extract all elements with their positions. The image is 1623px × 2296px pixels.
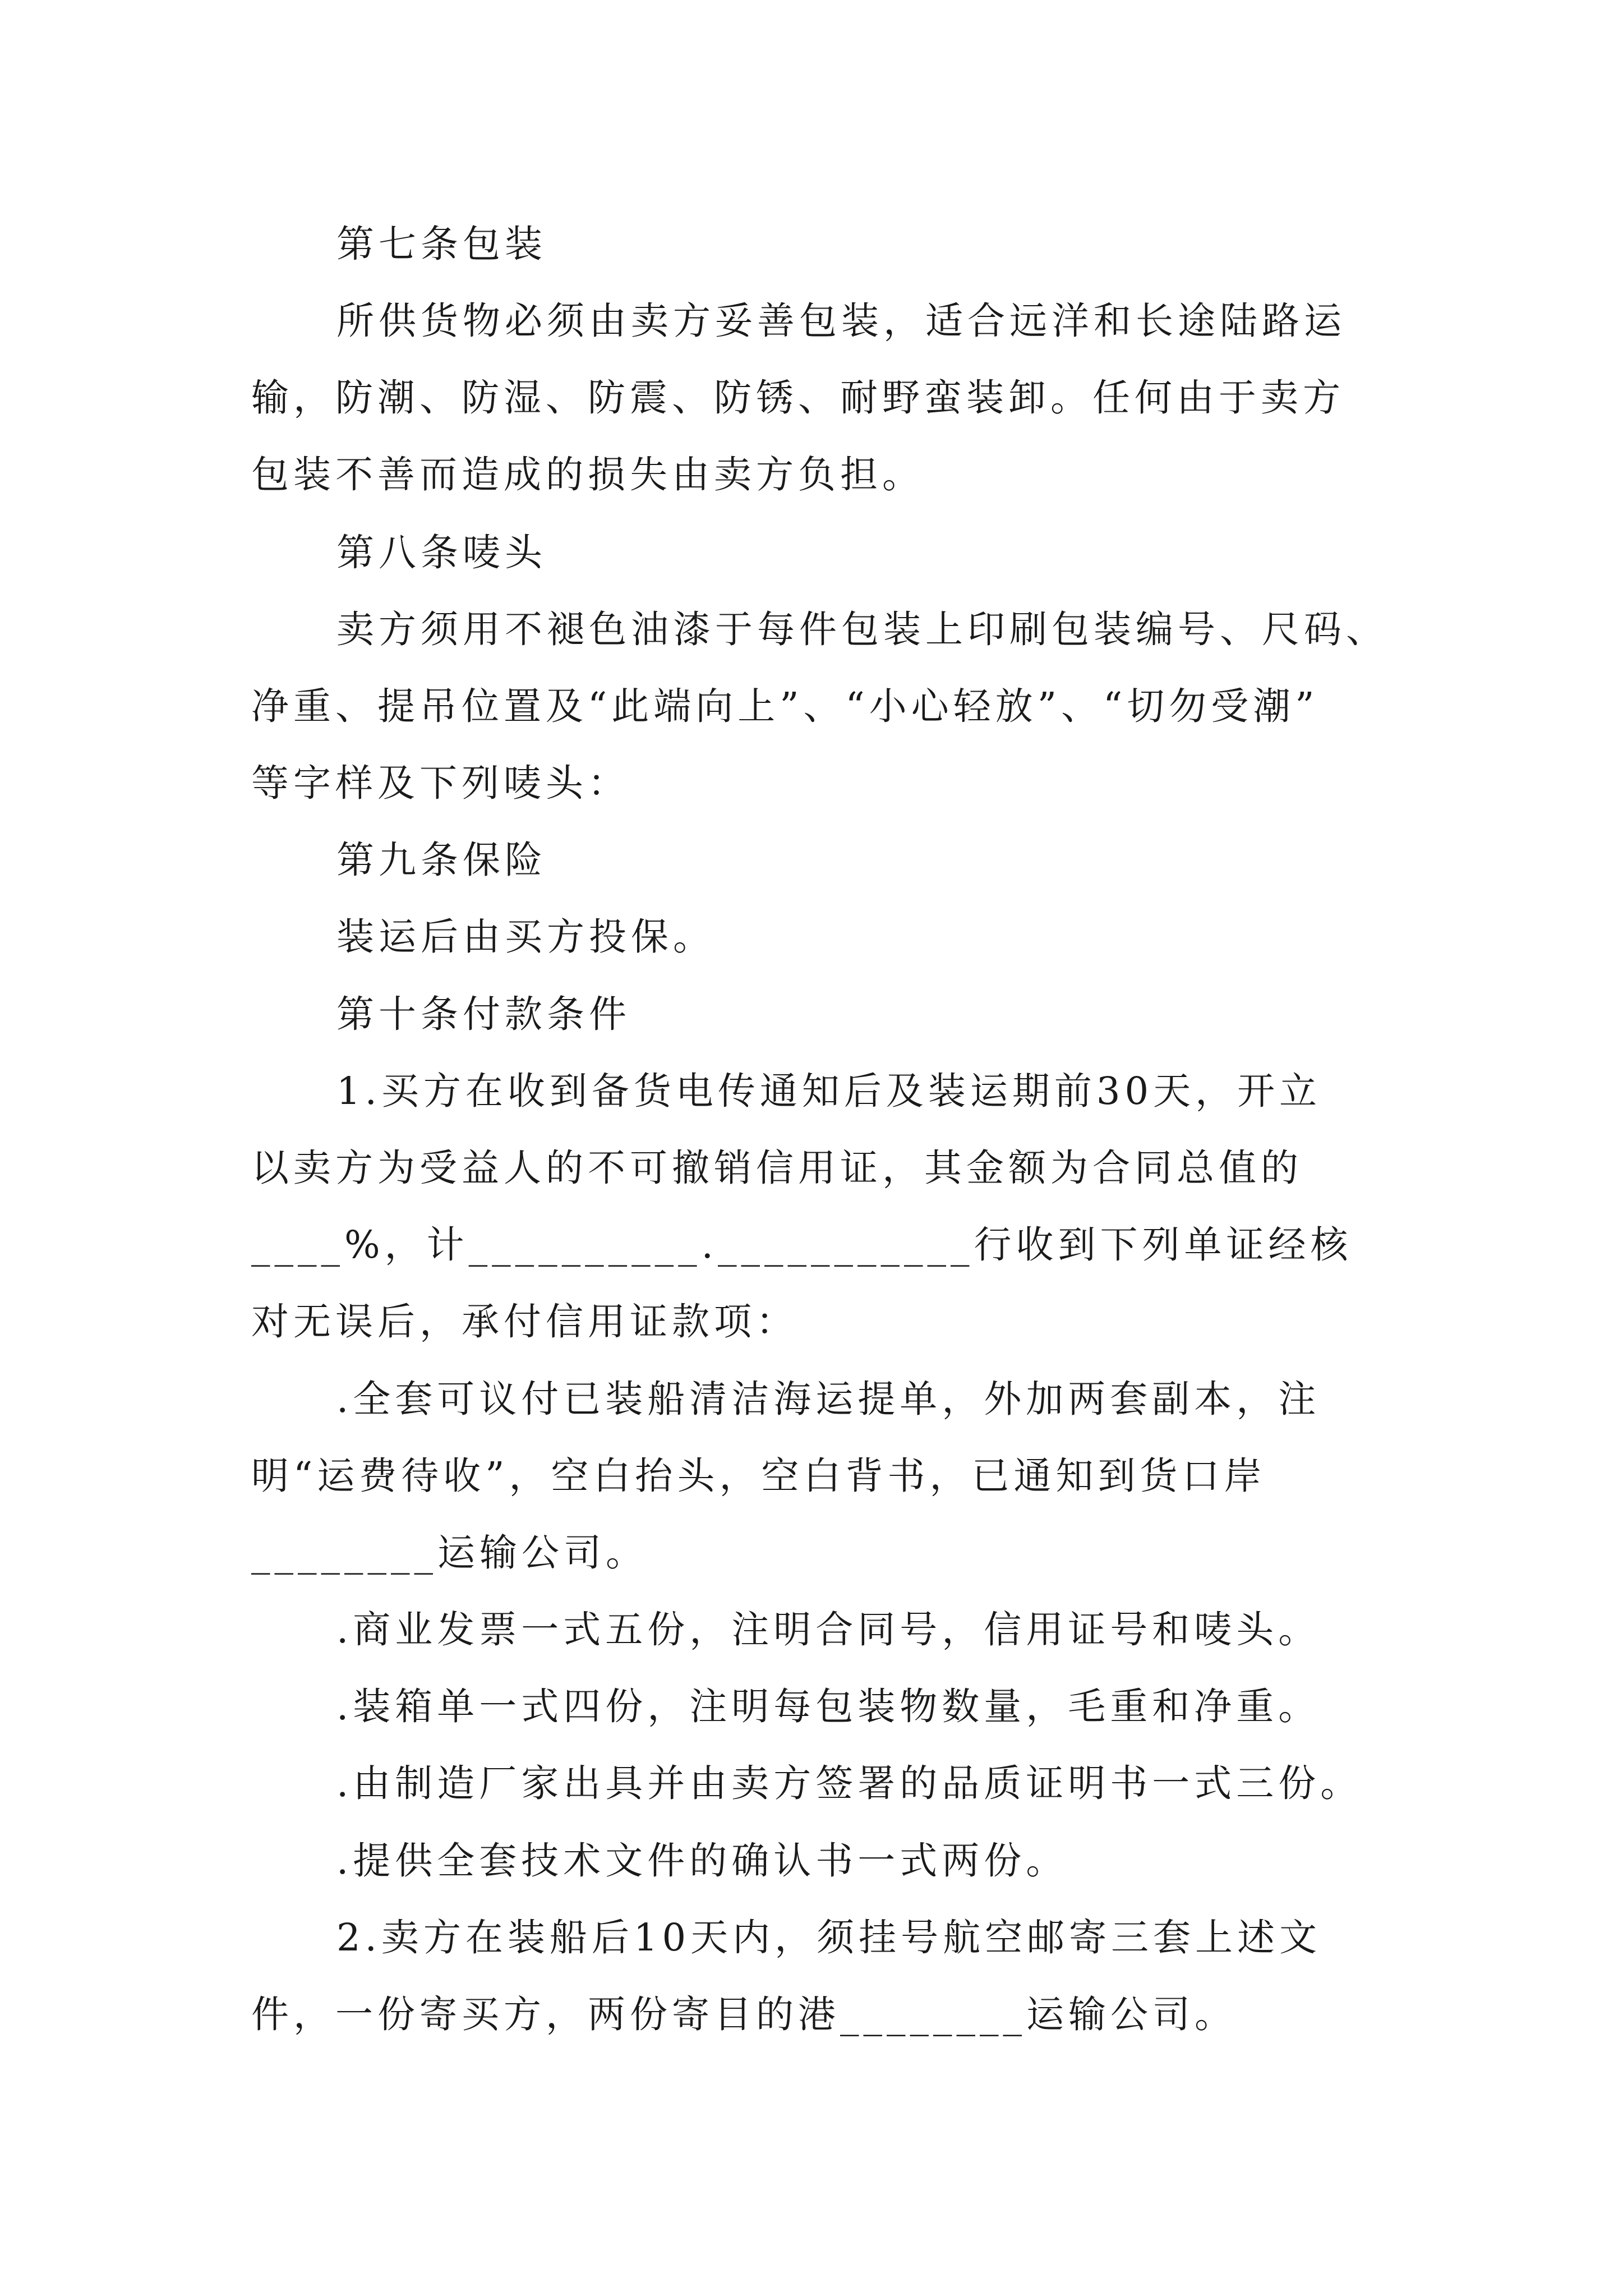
section-heading-packing: 第七条包装 xyxy=(336,222,547,266)
paragraph-line: 2.卖方在装船后10天内，须挂号航空邮寄三套上述文 xyxy=(336,1916,1322,1959)
paragraph-line: 输，防潮、防湿、防震、防锈、耐野蛮装卸。任何由于卖方 xyxy=(251,376,1345,420)
list-item: .全套可议付已装船清洁海运提单，外加两套副本，注 xyxy=(336,1377,1321,1421)
paragraph-line: ________运输公司。 xyxy=(251,1531,648,1575)
list-item: .装箱单一式四份，注明每包装物数量，毛重和净重。 xyxy=(336,1685,1321,1728)
paragraph-line: 以卖方为受益人的不可撤销信用证，其金额为合同总值的 xyxy=(251,1146,1303,1190)
paragraph-line: ____%，计__________.___________行收到下列单证经核 xyxy=(251,1223,1353,1267)
section-heading-payment: 第十条付款条件 xyxy=(336,992,631,1036)
section-heading-marks: 第八条唛头 xyxy=(336,531,547,574)
paragraph-line: 等字样及下列唛头： xyxy=(251,761,630,805)
list-item: .商业发票一式五份，注明合同号，信用证号和唛头。 xyxy=(336,1608,1321,1651)
paragraph-line: 包装不善而造成的损失由卖方负担。 xyxy=(251,453,924,496)
paragraph-line: 装运后由买方投保。 xyxy=(336,915,715,959)
paragraph-line: 净重、提吊位置及“此端向上”、“小心轻放”、“切勿受潮” xyxy=(251,684,1319,728)
list-item: .提供全套技术文件的确认书一式两份。 xyxy=(336,1839,1068,1883)
paragraph-line: 卖方须用不褪色油漆于每件包装上印刷包装编号、尺码、 xyxy=(336,608,1388,651)
paragraph-line: 所供货物必须由卖方妥善包装，适合远洋和长途陆路运 xyxy=(336,299,1346,343)
paragraph-line: 件，一份寄买方，两份寄目的港________运输公司。 xyxy=(251,1993,1237,2036)
section-heading-insurance: 第九条保险 xyxy=(336,838,547,882)
paragraph-line: 1.买方在收到备货电传通知后及装运期前30天，开立 xyxy=(336,1069,1322,1113)
paragraph-line: 明“运费待收”，空白抬头，空白背书，已通知到货口岸 xyxy=(251,1454,1266,1498)
list-item: .由制造厂家出具并由卖方签署的品质证明书一式三份。 xyxy=(336,1761,1363,1805)
paragraph-line: 对无误后，承付信用证款项： xyxy=(251,1300,798,1343)
